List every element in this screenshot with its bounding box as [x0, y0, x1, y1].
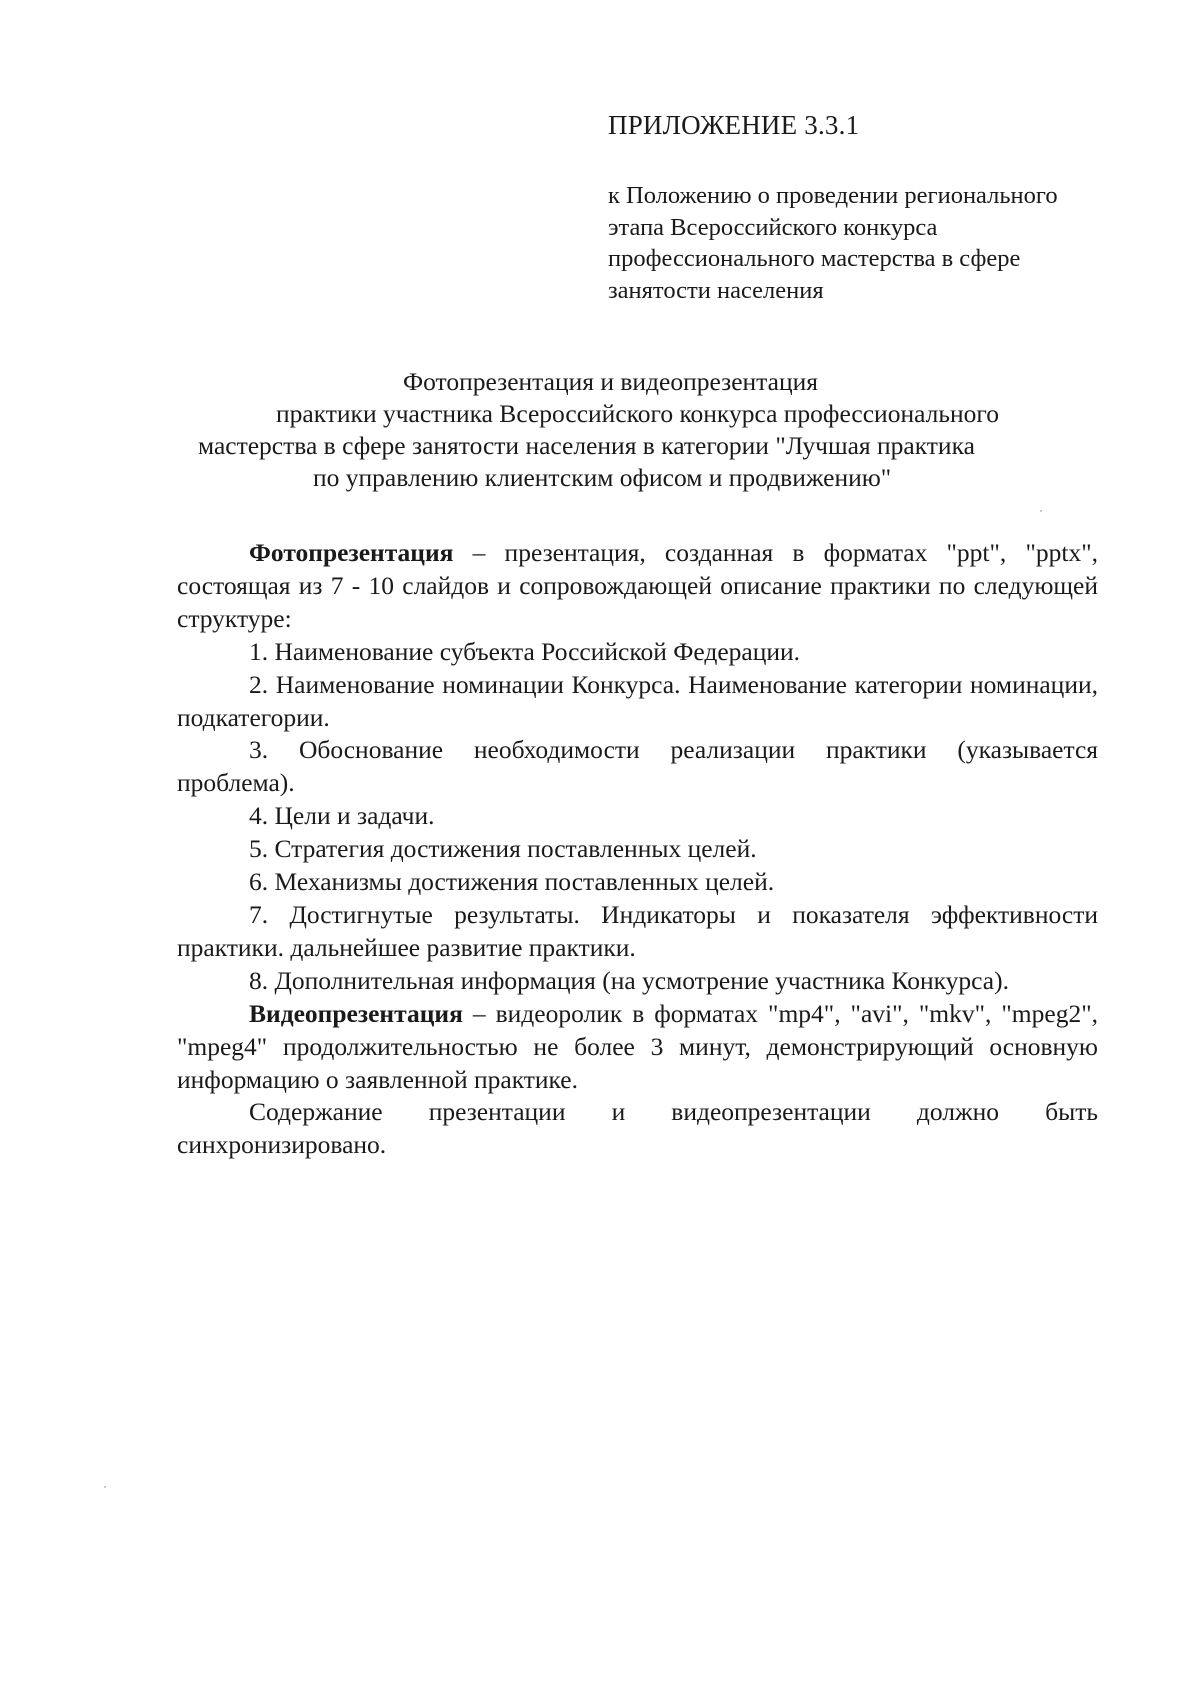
closing-paragraph: Содержание презентации и видеопрезентации должно быть синхронизировано. [177, 1097, 1098, 1160]
video-presentation-paragraph [177, 998, 1098, 1097]
list-item: 3. Обоснование необходимости реализации практики (указывается проблема). [177, 735, 1098, 798]
list-item: 1. Наименование субъекта Российской Федерации. [249, 636, 801, 666]
photo-presentation-paragraph [177, 537, 1098, 636]
appendix-line: этапа Всероссийского конкурса [608, 213, 938, 241]
list-item: 6. Механизмы достижения поставленных целей. [249, 867, 775, 897]
appendix-header [608, 108, 1128, 306]
title-line: Фотопрезентация и видеопрезентация [403, 367, 818, 396]
document-title [170, 366, 1100, 494]
appendix-title: ПРИЛОЖЕНИЕ 3.3.1 [608, 110, 860, 140]
list-item: 4. Цели и задачи. [249, 801, 435, 831]
title-line: мастерства в сфере занятости населения в категории "Лучшая практика [198, 431, 975, 460]
title-line: по управлению клиентским офисом и продвижению" [313, 463, 892, 492]
appendix-line: занятости населения [608, 276, 824, 304]
list-item: 7. Достигнутые результаты. Индикаторы и показателя эффективности практики. дальнейшее развитие практики. [177, 899, 1098, 962]
appendix-line: профессионального мастерства в сфере [608, 245, 1021, 272]
photo-presentation-term: Фотопрезентация [249, 538, 454, 567]
list-item: 8. Дополнительная информация (на усмотрение участника Конкурса). [249, 965, 1009, 995]
photo-presentation-text: – презентация, созданная в форматах "ppt", "pptx", состоящая из 7 - 10 слайдов и сопровождающей описание практики по следующей структуре: [177, 538, 1098, 633]
list-item: 5. Стратегия достижения поставленных целей. [249, 834, 757, 864]
video-presentation-text: – видеоролик в форматах "mp4", "avi", "mkv", "mpeg2", "mpeg4" продолжительностью не более 3 минут, демонстрирующий основную информацию о заявленной практике. [177, 998, 1098, 1094]
scan-artifact [1040, 510, 1042, 512]
video-presentation-term: Видеопрезентация [249, 998, 463, 1028]
document-body [177, 537, 1098, 1162]
title-line: практики участника Всероссийского конкурса профессионального [276, 399, 999, 428]
scan-artifact [104, 1486, 106, 1488]
list-item: 2. Наименование номинации Конкурса. Наименование категории номинации, подкатегории. [177, 669, 1098, 732]
appendix-line: к Положению о проведении регионального [608, 182, 1058, 209]
appendix-reference [608, 180, 1128, 306]
